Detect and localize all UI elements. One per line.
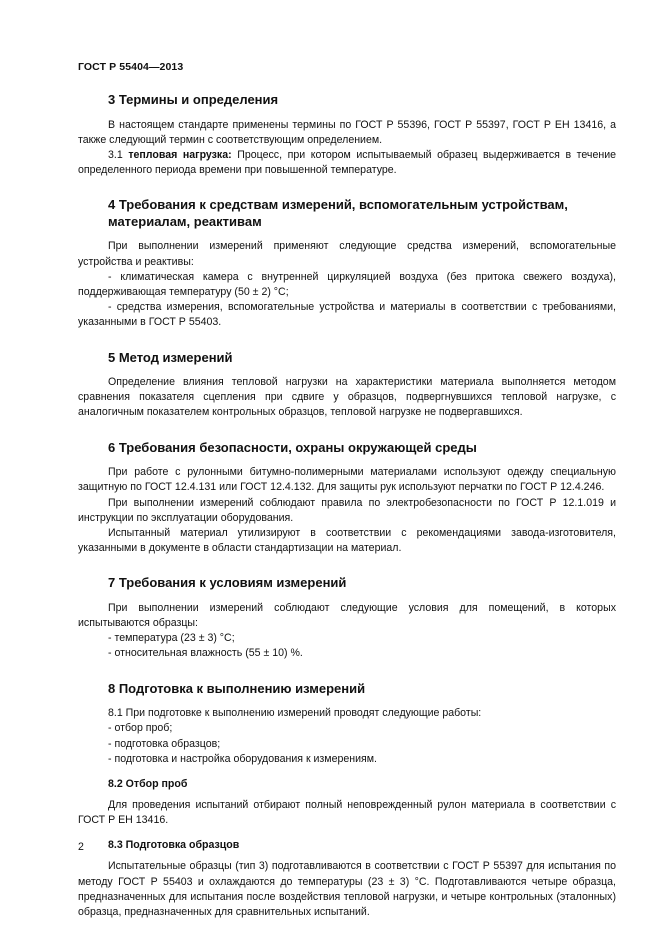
section-4-title-line1: 4 Требования к средствам измерений, вспомогательным устройствам,: [108, 197, 568, 213]
section-4: [78, 197, 616, 330]
list-item: - относительная влажность (55 ± 10) %.: [108, 647, 303, 660]
section-5: [78, 350, 616, 421]
section-8: [78, 681, 616, 921]
list-item: - подготовка образцов;: [108, 737, 221, 750]
section-4-paragraph: При выполнении измерений применяют следующие средства измерений, вспомогательные устройства и реактивы:: [78, 240, 616, 268]
list-item: - отбор проб;: [108, 722, 173, 735]
term-definition: Процесс, при котором испытываемый образец выдерживается в течение определенного периода времени при повышенной температуре.: [78, 148, 616, 177]
section-7-paragraph: При выполнении измерений соблюдают следующие условия для помещений, в которых испытываются образцы:: [78, 601, 616, 630]
list-item: - средства измерения, вспомогательные устройства и материалы в соответствии с требованиями, указанными в ГОСТ Р 55403.: [78, 301, 616, 329]
list-item: - климатическая камера с внутренней циркуляцией воздуха (без притока свежего воздуха), поддерживающая температуру (50 ± 2) °С;: [78, 270, 616, 298]
section-3: [78, 92, 616, 178]
section-5-paragraph: Определение влияния тепловой нагрузки на характеристики материала выполняется методом сравнения показателя сцепления при сдвиге у образцов, подвергнувшихся тепловой нагрузке, с аналогичным показателем контрольных образцов, тепловой нагрузке не подвергавшихся.: [78, 376, 616, 419]
section-3-paragraph: В настоящем стандарте применены термины по ГОСТ Р 55396, ГОСТ Р 55397, ГОСТ Р ЕН 13416, а также следующий термин с соответствующим определением.: [78, 118, 616, 146]
section-6-title: 6 Требования безопасности, охраны окружающей среды: [108, 439, 477, 455]
section-7-title: 7 Требования к условиям измерений: [108, 575, 347, 591]
term-number: 3.1: [108, 148, 123, 161]
section-8-paragraph: 8.1 При подготовке к выполнению измерений проводят следующие работы:: [108, 707, 482, 720]
section-6-paragraph-3: Испытанный материал утилизируют в соответствии с рекомендациями завода-изготовителя, указанными в документе в области стандартизации на материал.: [78, 526, 616, 555]
section-4-title: [78, 197, 616, 230]
document-header: ГОСТ Р 55404—2013: [78, 61, 184, 73]
list-item: - температура (23 ± 3) °С;: [108, 632, 235, 645]
section-4-title-line2: материалам, реактивам: [108, 213, 262, 229]
term-3-1: [78, 148, 616, 178]
section-6: [78, 440, 616, 557]
list-item: - подготовка и настройка оборудования к измерениям.: [108, 752, 377, 765]
section-6-paragraph-2: При выполнении измерений соблюдают правила по электробезопасности по ГОСТ Р 12.1.019 и инструкции по эксплуатации оборудования.: [78, 496, 616, 524]
subsection-8-2-paragraph: Для проведения испытаний отбирают полный неповрежденный рулон материала в соответствии с ГОСТ Р ЕН 13416.: [78, 798, 616, 827]
section-8-title: 8 Подготовка к выполнению измерений: [108, 680, 366, 696]
document-body: [78, 92, 616, 920]
subsection-8-2-title: 8.2 Отбор проб: [108, 777, 188, 790]
subsection-8-3-paragraph: Испытательные образцы (тип 3) подготавливаются в соответствии с ГОСТ Р 55397 для испытания по методу ГОСТ Р 55403 и охлаждаются до температуры (23 ± 3) °С. Подготавливаются четыре образца, предназначенных для испытания после воздействия тепловой нагрузки, и четыре контрольных (эталонных) образца, предназначенных для сравнительных испытаний.: [78, 860, 616, 918]
section-6-paragraph-1: При работе с рулонными битумно-полимерными материалами используют одежду специальную защитную по ГОСТ 12.4.131 или ГОСТ 12.4.132. Для защиты рук используют перчатки по ГОСТ Р 12.4.246.: [78, 466, 616, 494]
page-number: 2: [78, 841, 84, 853]
subsection-8-3-title: 8.3 Подготовка образцов: [108, 839, 240, 852]
section-7: [78, 575, 616, 661]
section-5-title: 5 Метод измерений: [108, 349, 233, 365]
section-3-title: 3 Термины и определения: [108, 92, 279, 107]
term-name: тепловая нагрузка:: [128, 148, 232, 161]
